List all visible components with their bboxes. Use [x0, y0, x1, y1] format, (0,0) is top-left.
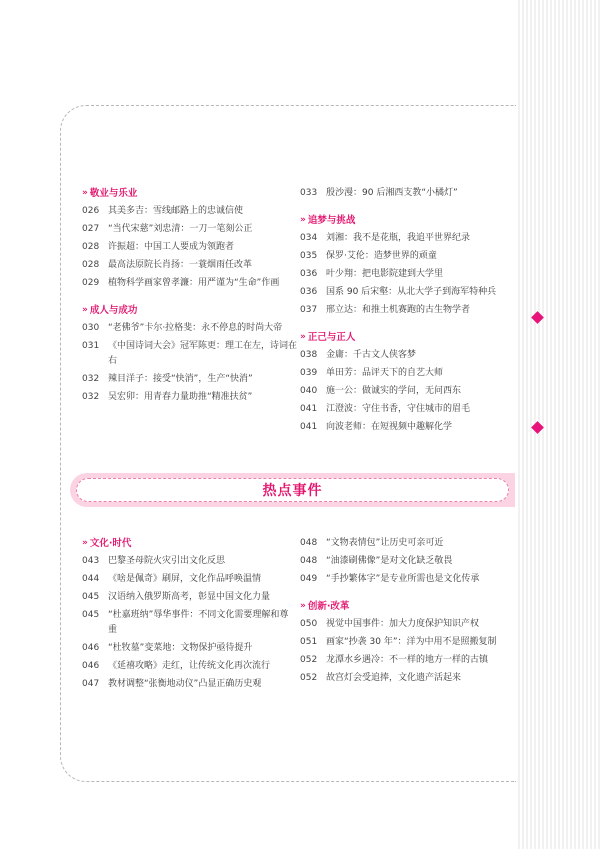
- item-page-number: 026: [82, 206, 100, 216]
- double-chevron-right-icon: »: [82, 538, 87, 548]
- item-page-number: 037: [300, 305, 318, 315]
- item-title: 《中国诗词大会》冠军陈更：理工在左，诗词在右: [108, 341, 298, 366]
- toc-section: [82, 303, 297, 405]
- list-item: [300, 554, 515, 569]
- item-title: 《延禧攻略》走红，让传统文化再次流行: [108, 661, 271, 671]
- item-page-number: 043: [82, 556, 100, 566]
- item-page-number: 030: [82, 323, 100, 333]
- item-title: 国系 90 后宋壑：从北大学子到海军特种兵: [326, 287, 497, 297]
- double-chevron-right-icon: »: [300, 215, 305, 225]
- section-title-text: 敬业与乐业: [89, 188, 138, 199]
- list-item: [82, 390, 297, 405]
- list-item: [82, 677, 297, 692]
- item-page-number: 041: [300, 404, 318, 414]
- item-page-number: 048: [300, 556, 318, 566]
- list-item: [82, 258, 297, 273]
- section-title: [300, 213, 515, 228]
- item-page-number: 028: [82, 242, 100, 252]
- section-title: [82, 303, 297, 318]
- section-title: [82, 186, 297, 201]
- item-title: “杜嘉班纳”辱华事件：不同文化需要理解和尊重: [108, 610, 289, 635]
- item-page-number: 036: [300, 269, 318, 279]
- item-title: 施一公：做诚实的学问，无问西东: [326, 386, 462, 396]
- item-page-number: 031: [82, 341, 100, 351]
- item-page-number: 027: [82, 224, 100, 234]
- list-item: [82, 659, 297, 674]
- item-title: “文物表情包”让历史可亲可近: [326, 538, 444, 548]
- list-item: [82, 608, 297, 638]
- item-title: 刘湘：我不是花瓶，我追平世界纪录: [326, 233, 471, 243]
- item-title: 向波老师：在短视频中趣解化学: [326, 422, 453, 432]
- item-page-number: 032: [82, 392, 100, 402]
- item-page-number: 046: [82, 643, 100, 653]
- item-page-number: 045: [82, 592, 100, 602]
- bottom-right-column: [300, 536, 515, 698]
- item-title: 汉语纳入俄罗斯高考，彰显中国文化力量: [108, 592, 271, 602]
- list-item: [300, 384, 515, 399]
- section-title-text: 追梦与挑战: [307, 215, 356, 226]
- toc-continued-items: [300, 186, 515, 201]
- item-title: “老佛爷”卡尔·拉格斐：永不停息的时尚大帝: [108, 323, 283, 333]
- banner-title: 热点事件: [262, 483, 323, 499]
- list-item: [82, 590, 297, 605]
- list-item: [82, 554, 297, 569]
- item-title: “当代宋慈”刘忠清：一刀一笔刻公正: [108, 224, 253, 234]
- item-title: 殷沙漫：90 后湘西支教“小橘灯”: [326, 188, 458, 198]
- list-item: [300, 653, 515, 668]
- top-right-column: [300, 186, 515, 447]
- item-page-number: 048: [300, 538, 318, 548]
- item-page-number: 044: [82, 574, 100, 584]
- item-title: 保罗·艾伦：造梦世界的顽童: [326, 251, 437, 261]
- item-title: “油漆刷佛像”是对文化缺乏敬畏: [326, 556, 453, 566]
- double-chevron-right-icon: »: [82, 305, 87, 315]
- list-item: [300, 303, 515, 318]
- section-title-text: 文化·时代: [89, 538, 132, 549]
- item-title: 教材调整“张衡地动仪”凸显正确历史观: [108, 679, 262, 689]
- item-title: 植物科学画家曾孝濂：用严谨为“生命”作画: [108, 278, 280, 288]
- item-title: 龙潭水乡遇冷：不一样的地方一样的古镇: [326, 655, 489, 665]
- item-title: “手抄繁体字”是专业所需也是文化传承: [326, 574, 480, 584]
- list-item: [300, 536, 515, 551]
- toc-section: [300, 599, 515, 686]
- list-item: [300, 249, 515, 264]
- item-page-number: 039: [300, 368, 318, 378]
- list-item: [300, 402, 515, 417]
- item-title: 叶少翔：把电影院建到大学里: [326, 269, 444, 279]
- bottom-left-column: [82, 536, 297, 704]
- list-item: [300, 267, 515, 282]
- item-title: 《啥是佩奇》刷屏，文化作品呼唤温情: [108, 574, 262, 584]
- hot-events-banner: [70, 473, 515, 507]
- list-item: [82, 321, 297, 336]
- section-title: [300, 330, 515, 345]
- list-item: [300, 617, 515, 632]
- item-title: 视觉中国事件：加大力度保护知识产权: [326, 619, 480, 629]
- item-title: 画家“抄袭 30 年”：洋为中用不是照搬复制: [326, 637, 497, 647]
- right-stripe-margin: [518, 0, 600, 849]
- item-page-number: 052: [300, 655, 318, 665]
- list-item: [300, 635, 515, 650]
- item-page-number: 034: [300, 233, 318, 243]
- list-item: [82, 240, 297, 255]
- list-item: [82, 572, 297, 587]
- list-item: [82, 339, 297, 369]
- list-item: [300, 231, 515, 246]
- item-title: 江澄波：守住书香，守住城市的眉毛: [326, 404, 471, 414]
- top-left-column: [82, 186, 297, 417]
- item-page-number: 029: [82, 278, 100, 288]
- item-title: 吴宏卯：用青春力量助推“精准扶贫”: [108, 392, 253, 402]
- list-item: [300, 348, 515, 363]
- item-page-number: 028: [82, 260, 100, 270]
- item-page-number: 041: [300, 422, 318, 432]
- list-item: [300, 285, 515, 300]
- item-page-number: 032: [82, 374, 100, 384]
- section-title-text: 成人与成功: [89, 305, 138, 316]
- double-chevron-right-icon: »: [300, 332, 305, 342]
- toc-section: [82, 186, 297, 291]
- list-item: [82, 641, 297, 656]
- list-item: [82, 372, 297, 387]
- item-page-number: 046: [82, 661, 100, 671]
- item-title: 其美多吉：雪线邮路上的忠诚信使: [108, 206, 244, 216]
- section-title-text: 创新·改革: [307, 601, 350, 612]
- item-title: 辣目洋子：接受“快消”，生产“快消”: [108, 374, 253, 384]
- item-page-number: 040: [300, 386, 318, 396]
- item-title: 邢立达：和推土机赛跑的古生物学者: [326, 305, 471, 315]
- item-title: “杜牧墓”变菜地：文物保护亟待提升: [108, 643, 253, 653]
- section-title: [82, 536, 297, 551]
- item-page-number: 038: [300, 350, 318, 360]
- toc-section: [82, 536, 297, 692]
- item-page-number: 045: [82, 610, 100, 620]
- toc-section: [300, 213, 515, 318]
- item-title: 单田芳：品评天下的自艺大师: [326, 368, 444, 378]
- list-item: [300, 366, 515, 381]
- item-title: 故宫灯会受追捧，文化遗产活起来: [326, 673, 462, 683]
- item-page-number: 035: [300, 251, 318, 261]
- section-title-text: 正己与正人: [307, 332, 356, 343]
- item-page-number: 050: [300, 619, 318, 629]
- item-page-number: 036: [300, 287, 318, 297]
- item-page-number: 051: [300, 637, 318, 647]
- list-item: [300, 572, 515, 587]
- item-title: 金庸：千古文人侠客梦: [326, 350, 417, 360]
- item-title: 许振超：中国工人要成为领跑者: [108, 242, 235, 252]
- item-title: 巴黎圣母院火灾引出文化反思: [108, 556, 226, 566]
- banner-inner: [76, 478, 509, 502]
- list-item: [82, 204, 297, 219]
- list-item: [82, 276, 297, 291]
- item-page-number: 047: [82, 679, 100, 689]
- list-item: [82, 222, 297, 237]
- section-title: [300, 599, 515, 614]
- item-page-number: 033: [300, 188, 318, 198]
- item-page-number: 049: [300, 574, 318, 584]
- item-page-number: 052: [300, 673, 318, 683]
- double-chevron-right-icon: »: [300, 601, 305, 611]
- double-chevron-right-icon: »: [82, 188, 87, 198]
- toc-section: [300, 330, 515, 435]
- item-title: 最高法原院长肖扬：一蓑烟雨任改革: [108, 260, 253, 270]
- list-item: [300, 671, 515, 686]
- list-item: [300, 420, 515, 435]
- list-item: [300, 186, 515, 201]
- toc-continued-items: [300, 536, 515, 587]
